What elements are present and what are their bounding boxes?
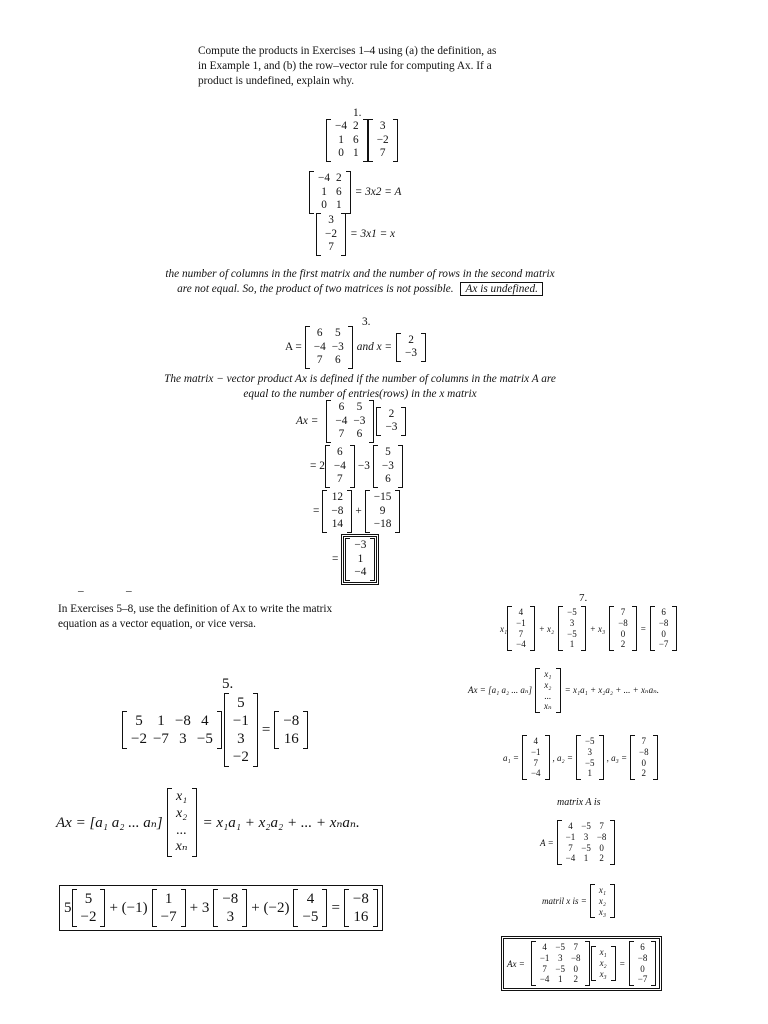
ex7-a3-label: , a₃ = [606,752,628,763]
ex3-ax-matrix [326,400,374,443]
matrix-cell: 0 [641,757,647,768]
ex5-ans-c4: + (−2) [251,899,290,916]
ex3-s3-v2 [365,490,401,533]
matrix-cell: −4 [333,459,346,472]
matrix-cell: 2 [336,172,342,184]
matrix-cell: 7 [620,607,626,617]
ex7-a2-label: , a₂ = [552,752,573,763]
ex3-ax [296,400,406,443]
matrix-cell: −3 [405,347,418,360]
ex3-given [285,326,426,369]
matrix-cell: 1 [321,185,327,198]
matrix-cell: 1 [336,199,342,212]
matrix-cell: 4 [306,891,315,907]
matrix-cell: x₁ [599,947,607,958]
ex5-rhs [274,711,308,749]
ex5-def-rhs: = x₁a₁ + x₂a₂ + ... + xₙaₙ. [202,815,360,832]
matrix-cell: 7 [316,354,323,367]
ex5-vector [224,693,258,767]
ex7-a2 [576,735,604,780]
matrix-cell: 6 [353,133,359,146]
ex7-px2: + x₂ [538,623,555,634]
matrix-cell: −8 [174,713,191,729]
ex3-step3 [313,490,400,533]
matrix-cell: 2 [620,639,626,650]
ex7-final-x [591,946,616,980]
matrix-cell: 3 [583,831,589,842]
matrix-cell: 7 [573,942,579,952]
ex5-ans-v2 [152,889,186,927]
ex3-rule-line-1: The matrix − vector product Ax is defined if the number of columns in the matrix A are [164,373,556,385]
matrix-cell: 1 [357,552,364,565]
matrix-cell: −2 [376,133,389,146]
matrix-cell: 6 [385,473,391,486]
matrix-cell: x₂ [544,679,552,690]
matrix-cell: 5 [237,695,245,711]
ex3-result [332,534,379,585]
ex7-eq: = [640,623,646,634]
matrix-cell: 12 [331,491,344,503]
matrix-cell: 5 [385,446,391,458]
ex1-number: 1. [353,107,362,119]
ex7-a1-label: a₁ = [503,752,519,763]
matrix-cell: 16 [353,909,369,925]
ex1-eq-a: = 3x2 = A [354,185,402,198]
ex7-a1 [522,735,550,780]
ex7-rhs [650,606,678,651]
ex3-result-vector [345,538,375,581]
ex3-a-label: A = [285,340,302,353]
ex7-def-lhs: Ax = [a₁ a₂ ... aₙ] [468,685,532,696]
matrix-cell: 5 [84,891,93,907]
ex5-def-vec [167,788,197,857]
ex1-eq-x: = 3x1 = x [350,227,396,240]
matrix-cell: 7 [518,628,524,639]
matrix-cell: x₂ [598,895,606,906]
matrix-cell: 1 [583,853,589,864]
ex1-product [326,119,398,162]
ex3-step2 [310,445,403,488]
matrix-cell: 3 [587,746,593,757]
matrix-cell: ... [544,690,552,701]
matrix-cell: −8 [658,617,669,628]
matrix-cell: x₂ [599,958,607,969]
matrix-cell: x₁ [598,885,606,895]
ex7-definition [468,668,659,713]
matrix-cell: 6 [356,428,363,441]
matrix-cell: −3 [385,421,398,434]
matrix-cell: −4 [318,172,331,184]
ex7-matrix-x-is: matril x is = [542,896,587,907]
ex5-matrix [122,711,222,749]
dash-1: – [78,585,84,597]
matrix-cell: 5 [334,327,341,339]
ex3-step2-minus: −3 [357,459,370,472]
ex1-matrix-a [326,119,368,162]
matrix-cell: −5 [584,757,595,768]
ex3-result-eq: = [332,552,339,565]
matrix-cell: −7 [160,909,177,925]
matrix-cell: 2 [573,974,579,985]
ex5-ans-v1 [72,889,106,927]
matrix-cell: x₂ [176,805,188,821]
matrix-cell: 4 [201,713,209,729]
matrix-cell: −3 [353,414,366,427]
ex7-v3 [609,606,637,651]
ex3-result-box [341,534,379,585]
ex5-ans-c3: + 3 [189,899,210,916]
matrix-cell: 1 [157,713,165,729]
ex7-columns [503,735,661,780]
matrix-cell: −8 [618,617,628,628]
matrix-cell: −4 [354,566,367,579]
intro-line-1: Compute the products in Exercises 1–4 using (a) the definition, as [198,45,497,57]
dash-2: – [126,585,132,597]
matrix-cell: −8 [331,504,344,517]
matrix-cell: 7 [379,147,386,160]
ex3-ax-label: Ax = [296,414,319,427]
matrix-cell: −1 [232,713,249,729]
matrix-cell: 16 [283,731,299,747]
matrix-cell: 1 [587,768,593,779]
matrix-cell: 9 [379,504,386,517]
matrix-cell: −8 [283,713,300,729]
matrix-cell: 0 [321,199,327,212]
matrix-cell: 2 [641,768,647,779]
ex5-answer-box [59,885,383,931]
matrix-cell: −4 [335,120,348,132]
matrix-cell: −2 [325,227,338,240]
matrix-cell: 7 [337,473,343,486]
ex7-def-rhs: = x₁a₁ + x₂a₂ + ... + xₙaₙ. [564,685,659,696]
intro-text [198,44,558,89]
ex1-explanation [120,267,600,297]
intro2-line-1: In Exercises 5–8, use the definition of Ax to write the matrix [58,603,333,615]
matrix-cell: 7 [568,842,573,853]
matrix-cell: 7 [338,428,345,441]
matrix-cell: −18 [373,518,392,531]
matrix-cell: −4 [335,414,348,427]
ex3-ax-vector [376,407,406,436]
ex1-dim-x [316,213,395,256]
intro-line-3: product is undefined, explain why. [198,75,355,87]
matrix-cell: −5 [584,736,595,746]
matrix-cell: 0 [640,963,645,974]
matrix-cell: 1 [338,133,344,146]
matrix-cell: −5 [196,731,213,747]
ex1-explain-line-1: the number of columns in the first matrix and the number of rows in the second matrix [165,268,555,280]
ex3-and-x: and x = [356,340,393,353]
matrix-cell: −1 [565,831,576,842]
matrix-cell: −8 [570,952,581,963]
matrix-cell: −4 [313,340,326,353]
matrix-cell: 2 [599,853,604,864]
matrix-cell: −5 [555,942,565,952]
matrix-cell: x₃ [598,906,606,917]
matrix-cell: 1 [557,974,563,985]
ex7-number: 7. [579,592,588,604]
ex5-ans-c1: 5 [64,899,72,916]
matrix-cell: x₁ [544,669,552,679]
matrix-cell: xₙ [543,701,552,712]
ex3-col1 [325,445,355,488]
ex7-a3 [630,735,658,780]
matrix-cell: −5 [581,842,591,853]
ex7-final-box [501,936,662,991]
matrix-cell: 0 [599,842,604,853]
matrix-cell: 2 [388,407,395,420]
ex3-rule [110,372,610,402]
matrix-cell: 6 [337,446,343,458]
matrix-cell: 6 [316,327,323,339]
matrix-cell: −2 [80,909,97,925]
ex1-explain-line-2: are not equal. So, the product of two matrices is not possible. [177,283,454,295]
matrix-cell: −8 [639,746,649,757]
matrix-cell: 7 [328,241,334,254]
matrix-cell: 6 [640,942,645,952]
matrix-cell: −4 [539,974,550,985]
ex7-final-lhs: Ax = [507,958,525,969]
ex7-final-A [531,941,590,986]
matrix-cell: 3 [569,617,575,628]
matrix-cell: 4 [568,821,573,831]
ex5-ans-eq: = [331,899,340,916]
matrix-cell: −7 [637,974,648,985]
matrix-cell: 6 [334,354,341,367]
ex3-matrix-a [305,326,353,369]
matrix-cell: −7 [152,731,169,747]
matrix-cell: 3 [379,120,386,132]
ex3-number: 3. [362,316,371,328]
matrix-cell: −1 [516,617,526,628]
matrix-cell: −15 [373,491,392,503]
intro-line-2: in Example 1, and (b) the row–vector rule for computing Ax. If a [198,60,492,72]
ex5-ans-c2: + (−1) [109,899,148,916]
matrix-cell: 14 [331,518,344,531]
matrix-cell: −3 [381,459,394,472]
ex3-vector-x [396,333,426,362]
matrix-cell: 5 [135,713,143,729]
matrix-cell: x₁ [176,789,188,804]
matrix-cell: −8 [637,952,648,963]
matrix-cell: −3 [354,539,367,551]
matrix-cell: −5 [581,821,591,831]
matrix-cell: 4 [542,942,547,952]
matrix-cell: −1 [530,746,541,757]
ex3-step2-coef: = 2 [310,459,325,472]
matrix-cell: ... [176,822,187,838]
matrix-cell: 3 [226,909,235,925]
matrix-cell: 3 [328,214,334,226]
ex5-ans-v4 [293,889,327,927]
intro2-line-2: equation as a vector equation, or vice versa. [58,618,256,630]
ex5-equation [122,693,308,767]
matrix-cell: −5 [567,628,577,639]
ex7-v1 [507,606,535,651]
matrix-cell: −2 [232,749,249,765]
ex3-col2 [373,445,403,488]
matrix-cell: 7 [641,736,647,746]
ex7-matrix-x [542,884,615,918]
matrix-cell: 7 [533,757,538,768]
ex1-vector-x [368,119,398,162]
matrix-cell: 2 [353,120,359,132]
matrix-cell: 6 [661,607,666,617]
ex5-ans-v3 [213,889,247,927]
matrix-cell: 3 [237,731,245,747]
ex7-matrix-a [540,820,615,865]
ex1-vector-x-copy [316,213,346,256]
matrix-cell: 5 [356,401,363,413]
matrix-cell: −4 [565,853,576,864]
ex7-vector-eq [500,606,677,651]
ex5-def-lhs: Ax = [a₁ a₂ ... aₙ] [56,815,163,832]
ex7-A [557,820,616,865]
ex7-x [590,884,615,918]
matrix-cell: 0 [338,147,344,160]
ex7-final-eq: = [619,958,625,969]
matrix-cell: −8 [222,891,239,907]
ex7-px3: + x₃ [589,623,606,634]
ex7-v2 [558,606,586,651]
ex7-x1: x₁ [500,623,508,634]
matrix-cell: −5 [302,909,319,925]
matrix-cell: −5 [567,607,577,617]
matrix-cell: 1 [569,639,575,650]
ex1-matrix-a-copy [309,171,351,214]
matrix-cell: x₃ [599,968,607,979]
ex3-rule-line-2: equal to the number of entries(rows) in the x matrix [243,388,477,400]
ex3-plus: + [355,504,362,517]
matrix-cell: 3 [557,952,563,963]
matrix-cell: 2 [408,333,414,346]
ex5-eq: = [261,721,271,738]
matrix-cell: −2 [131,731,147,747]
matrix-cell: 4 [518,607,524,617]
ex5-ans-rhs [344,889,378,927]
ex3-step3-eq: = [313,504,320,517]
ex7-def-vec [535,668,561,713]
matrix-cell: 7 [599,821,604,831]
ex3-s3-v1 [322,490,352,533]
matrix-cell: 0 [620,628,626,639]
matrix-cell: −5 [555,963,565,974]
matrix-cell: xₙ [175,839,188,855]
ex5-number: 5. [222,676,234,692]
ex1-answer-box: Ax is undefined. [460,282,542,296]
intro2-text [58,602,378,632]
matrix-cell: 3 [179,731,187,747]
matrix-cell: −8 [352,891,369,907]
matrix-cell: −3 [331,340,344,353]
ex7-A-label: A = [540,837,554,848]
matrix-cell: 6 [336,185,342,198]
ex1-dim-a [309,171,401,214]
matrix-cell: −8 [596,831,607,842]
matrix-cell: 4 [533,736,538,746]
matrix-cell: −7 [658,639,669,650]
ex5-definition [56,788,360,857]
matrix-cell: 6 [338,401,345,413]
matrix-cell: −4 [530,768,541,779]
matrix-cell: −1 [539,952,550,963]
matrix-cell: 1 [353,147,359,160]
ex7-final-rhs [629,941,657,986]
matrix-cell: 7 [542,963,547,974]
ex7-matrix-a-is: matrix A is [557,797,601,808]
matrix-cell: 0 [573,963,579,974]
matrix-cell: 0 [661,628,666,639]
matrix-cell: 1 [164,891,173,907]
matrix-cell: −4 [516,639,526,650]
